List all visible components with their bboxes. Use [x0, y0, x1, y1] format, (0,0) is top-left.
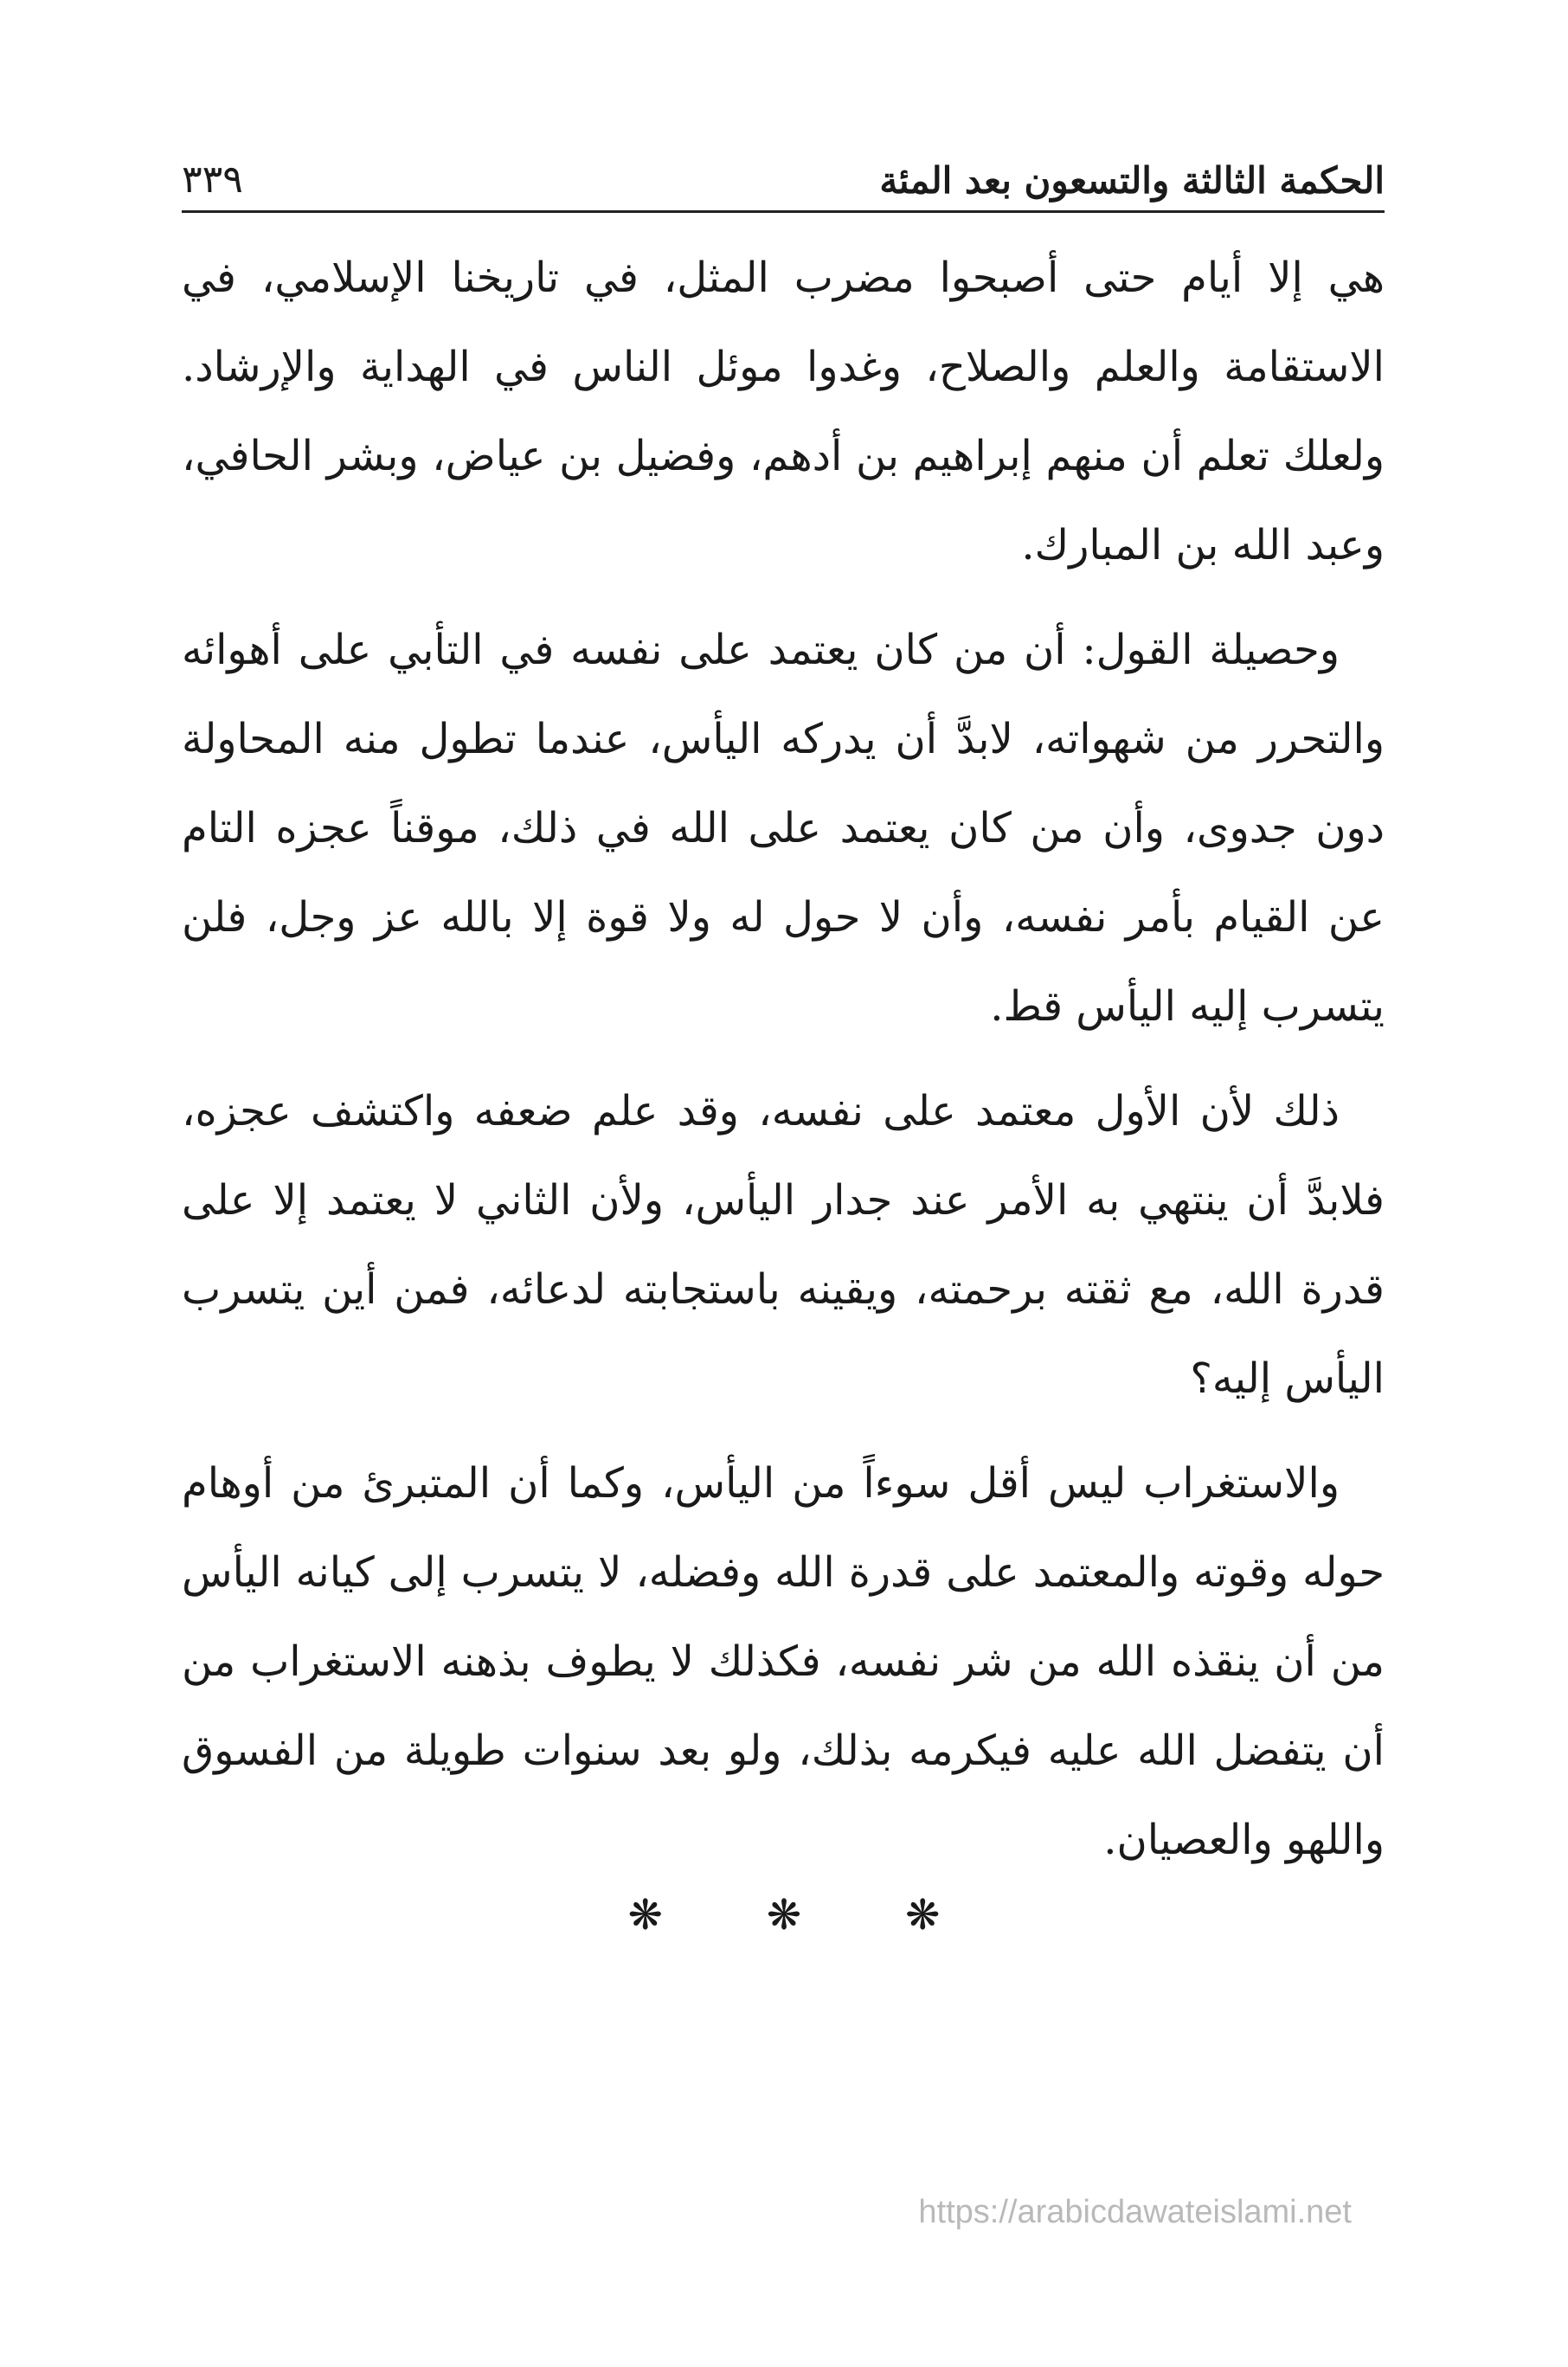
asterisk-icon: ❋: [905, 1891, 941, 1939]
paragraph-1: هي إلا أيام حتى أصبحوا مضرب المثل، في تاريخنا الإسلامي، في الاستقامة والعلم والصلاح، وغدوا موئل الناس في الهداية والإرشاد. ولعلك تعلم أن منهم إبراهيم بن أدهم، وفضيل بن عياض، وبشر الحافي، وعبد الله بن المبارك.: [182, 254, 1385, 569]
paragraph-2: وحصيلة القول: أن من كان يعتمد على نفسه في التأبي على أهوائه والتحرر من شهواته، لابدَّ أن يدركه اليأس، عندما تطول منه المحاولة دون جدوى، وأن من كان يعتمد على الله في ذلك، موقناً عجزه التام عن القيام بأمر نفسه، وأن لا حول له ولا قوة إلا بالله عز وجل، فلن يتسرب إليه اليأس قط.: [182, 626, 1385, 1031]
running-header: [182, 138, 1385, 202]
paragraph-4: والاستغراب ليس أقل سوءاً من اليأس، وكما أن المتبرئ من أوهام حوله وقوته والمعتمد على قدرة الله وفضله، لا يتسرب إلى كيانه اليأس من أن ينقذه الله من شر نفسه، فكذلك لا يطوف بذهنه الاستغراب من أن يتفضل الله عليه فيكرمه بذلك، ولو بعد سنوات طويلة من الفسوق واللهو والعصيان.: [182, 1459, 1385, 1864]
chapter-title: الحكمة الثالثة والتسعون بعد المئة: [879, 159, 1385, 202]
asterisk-icon: ❋: [766, 1891, 802, 1939]
asterisk-icon: ❋: [627, 1891, 663, 1939]
website-watermark: https://arabicdawateislami.net: [918, 2194, 1352, 2230]
body-text: [182, 234, 1385, 1901]
section-separator: [0, 1891, 1568, 1939]
header-divider: [182, 210, 1385, 213]
paragraph-3: ذلك لأن الأول معتمد على نفسه، وقد علم ضعفه واكتشف عجزه، فلابدَّ أن ينتهي به الأمر عند جدار اليأس، ولأن الثاني لا يعتمد إلا على قدرة الله، مع ثقته برحمته، ويقينه باستجابته لدعائه، فمن أين يتسرب اليأس إليه؟: [182, 1087, 1385, 1403]
page-number: ٣٣٩: [182, 158, 243, 202]
